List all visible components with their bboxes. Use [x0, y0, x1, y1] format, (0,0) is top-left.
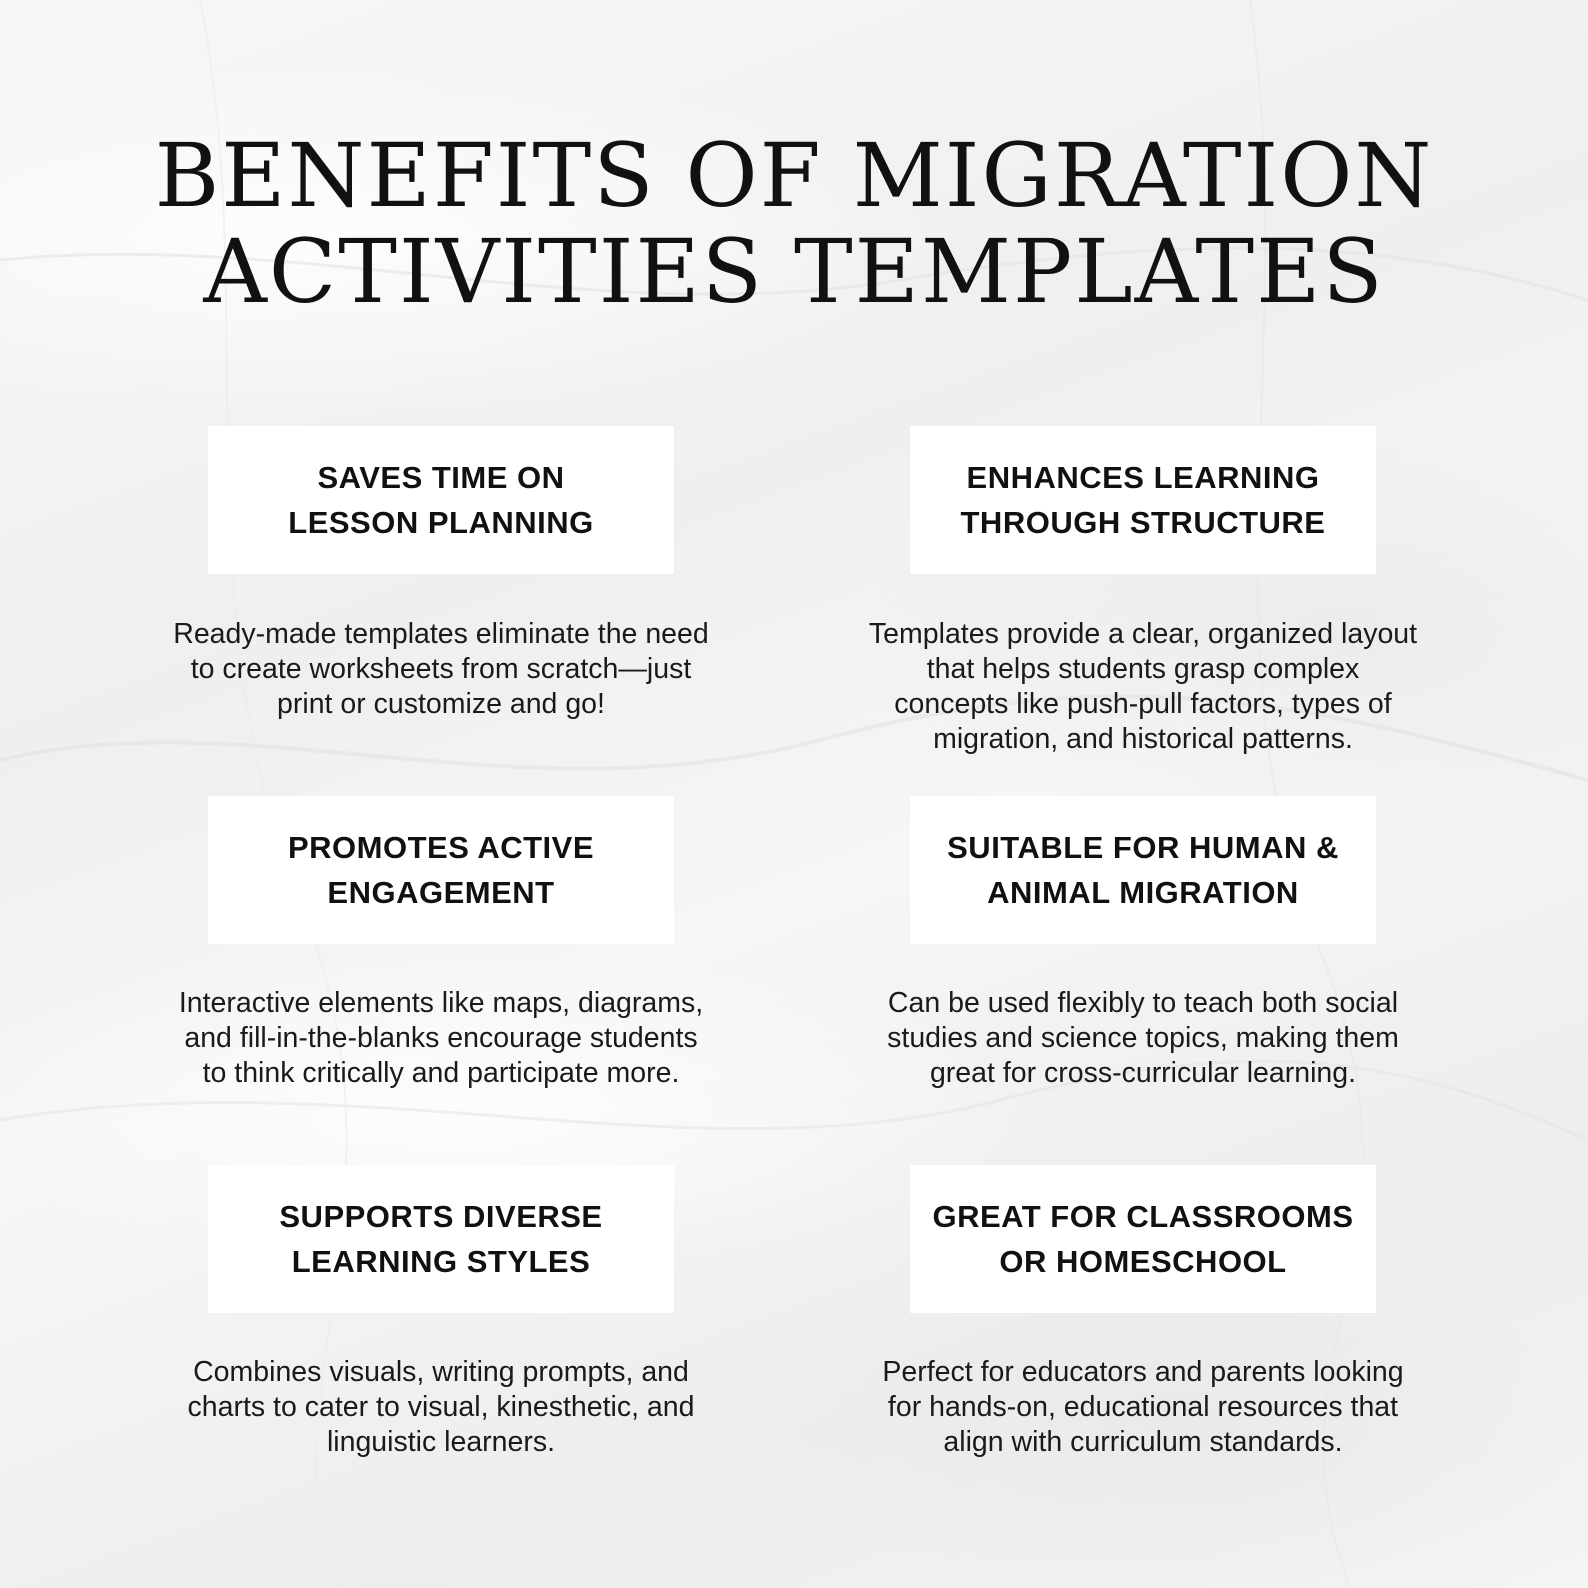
benefit-heading-active-engagement: PROMOTES ACTIVE ENGAGEMENT — [208, 796, 674, 944]
benefit-heading-enhances-learning: ENHANCES LEARNING THROUGH STRUCTURE — [910, 426, 1376, 574]
benefit-description-learning-styles: Combines visuals, writing prompts, and charts to cater to visual, kinesthetic, and linguistic learners. — [187, 1356, 695, 1458]
benefit-heading-human-animal: SUITABLE FOR HUMAN & ANIMAL MIGRATION — [910, 796, 1376, 944]
title-line-1: BENEFITS OF MIGRATION — [154, 124, 1434, 227]
benefit-description-saves-time: Ready-made templates eliminate the need to create worksheets from scratch—just print or customize and go! — [173, 618, 709, 720]
benefit-heading-classrooms: GREAT FOR CLASSROOMS OR HOMESCHOOL — [910, 1165, 1376, 1313]
benefit-heading-learning-styles: SUPPORTS DIVERSE LEARNING STYLES — [208, 1165, 674, 1313]
benefit-description-active-engagement: Interactive elements like maps, diagrams, and fill-in-the-blanks encourage students to think critically and participate more. — [178, 987, 704, 1089]
title-line-2: ACTIVITIES TEMPLATES — [203, 220, 1385, 323]
benefit-description-human-animal: Can be used flexibly to teach both social studies and science topics, making them great for cross-curricular learning. — [887, 987, 1399, 1089]
benefit-heading-saves-time: SAVES TIME ON LESSON PLANNING — [208, 426, 674, 574]
benefit-description-classrooms: Perfect for educators and parents looking for hands-on, educational resources that align with curriculum standards. — [882, 1356, 1404, 1458]
benefit-description-enhances-learning: Templates provide a clear, organized layout that helps students grasp complex concepts like push-pull factors, types of migration, and historical patterns. — [868, 618, 1418, 755]
page-title — [0, 124, 1588, 323]
